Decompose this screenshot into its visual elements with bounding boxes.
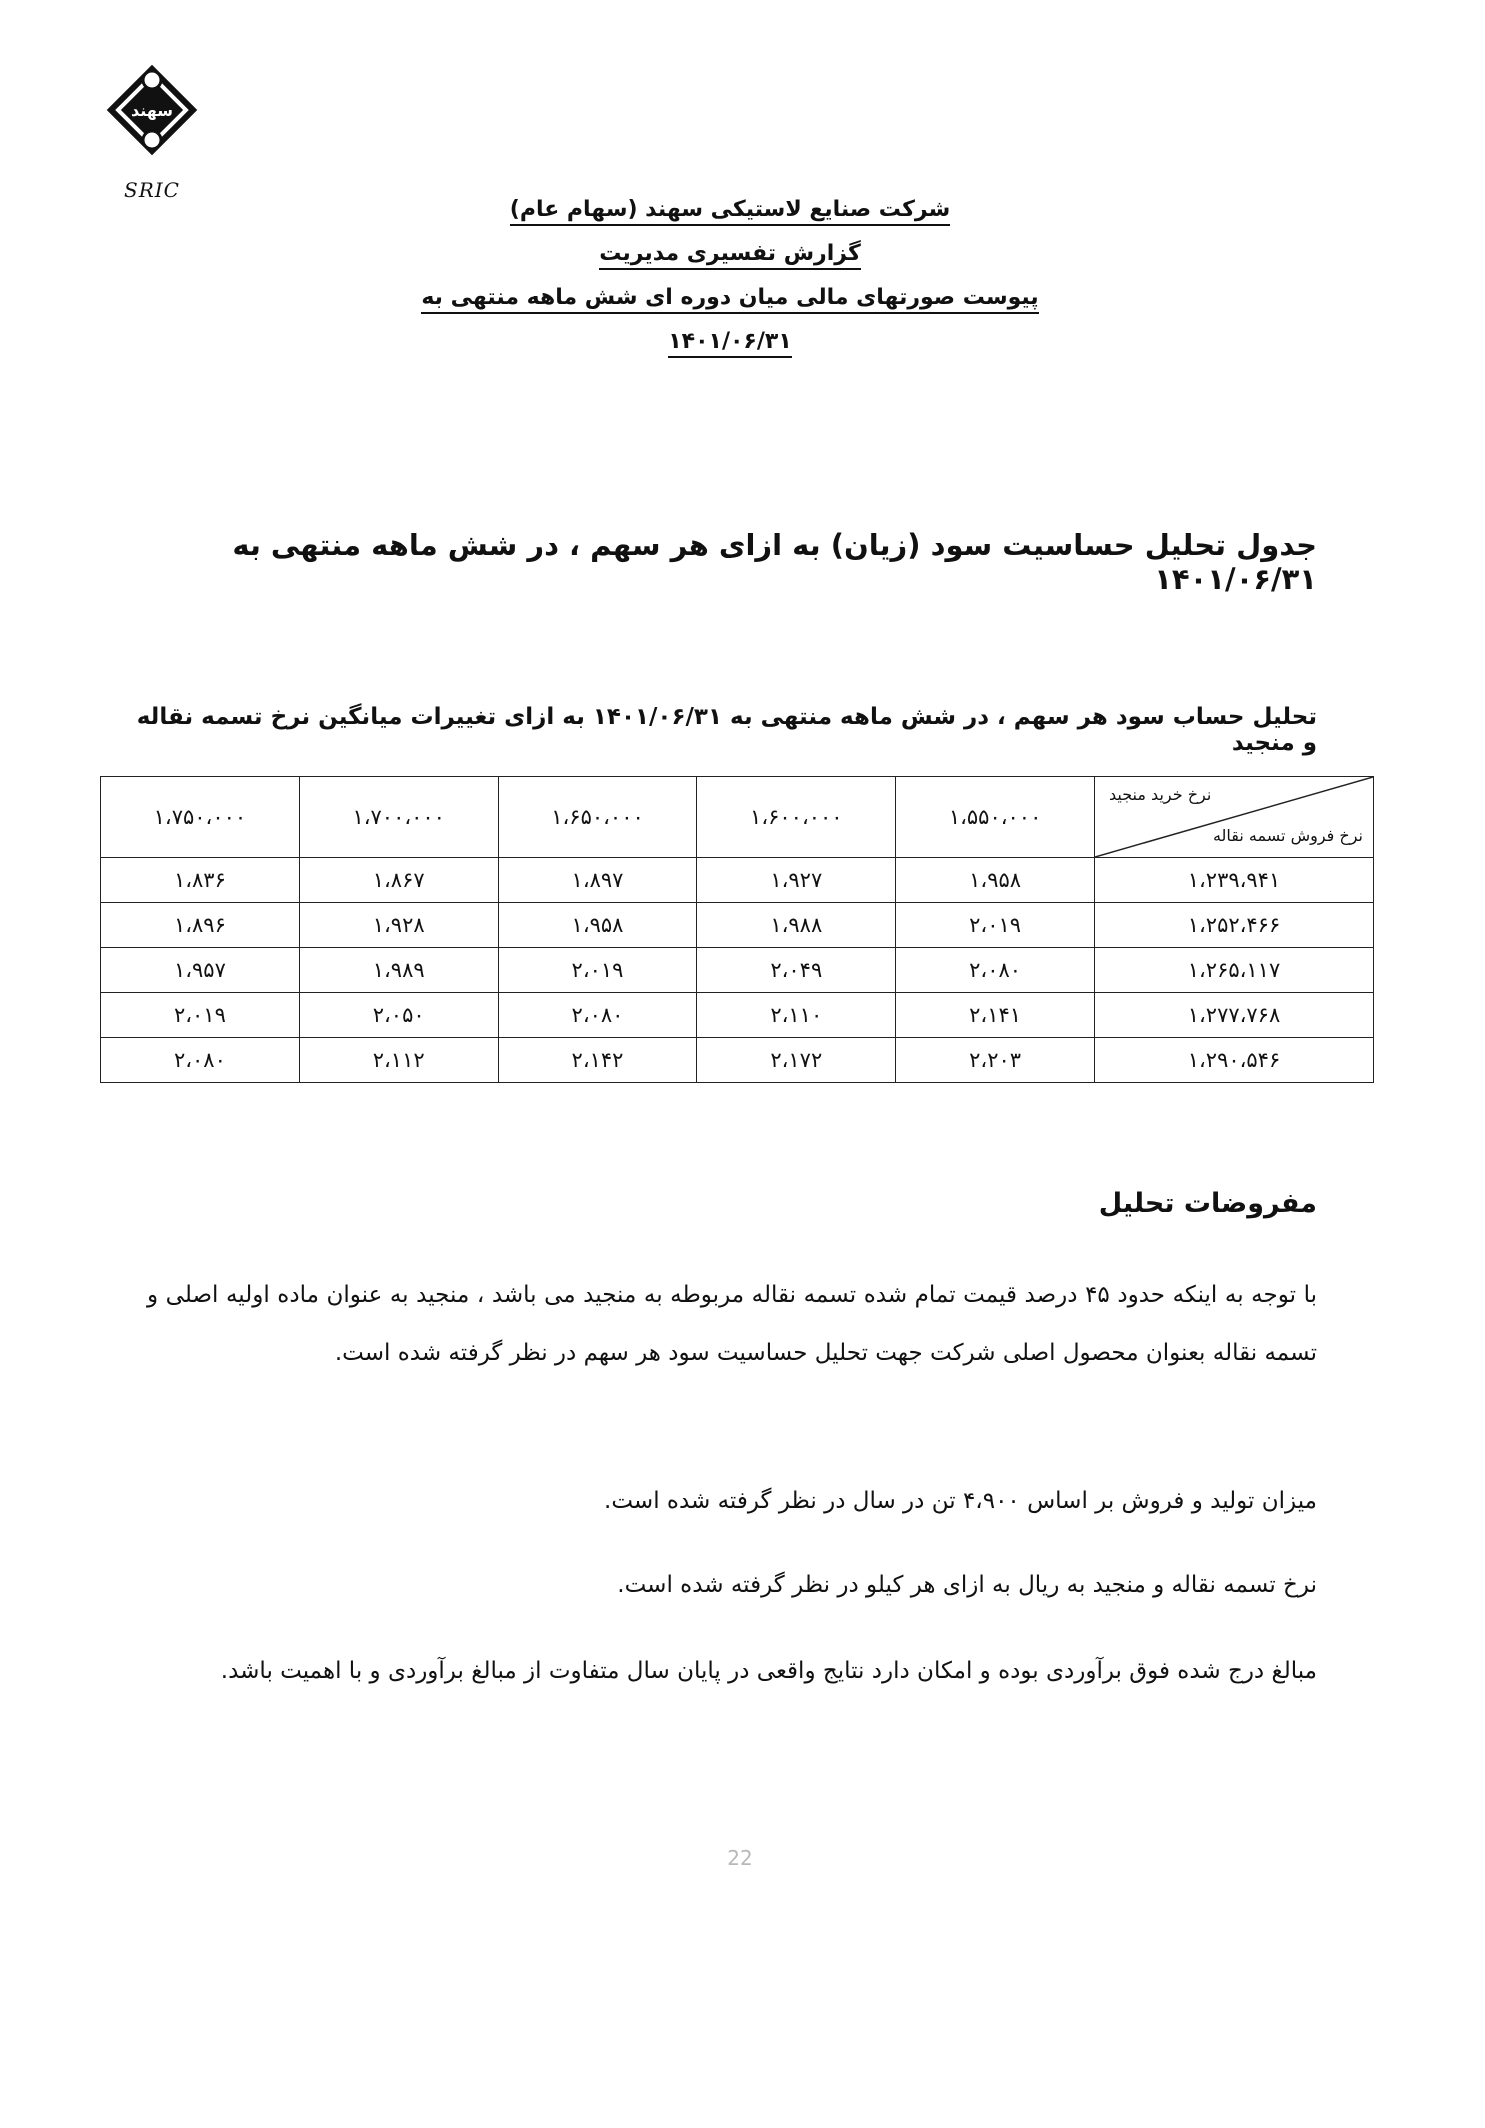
table-cell: ۲،۱۷۲ [697, 1038, 896, 1083]
table-cell: ۱،۹۸۸ [697, 903, 896, 948]
table-cell: ۱،۹۲۷ [697, 858, 896, 903]
column-header: ۱،۷۵۰،۰۰۰ [101, 777, 300, 858]
row-label: ۱،۲۷۷،۷۶۸ [1095, 993, 1374, 1038]
table-cell: ۱،۹۵۸ [896, 858, 1095, 903]
svg-text:سهند: سهند [130, 101, 174, 120]
table-cell: ۲،۰۱۹ [498, 948, 697, 993]
table-cell: ۲،۰۵۰ [299, 993, 498, 1038]
table-row [101, 1038, 1374, 1083]
table-cell: ۱،۸۹۷ [498, 858, 697, 903]
table-cell: ۱،۹۵۷ [101, 948, 300, 993]
column-header: ۱،۶۰۰،۰۰۰ [697, 777, 896, 858]
table-title: تحلیل حساب سود هر سهم ، در شش ماهه منتهی به ۱۴۰۱/۰۶/۳۱ به ازای تغییرات میانگین نرخ تسمه نقاله و منجید [136, 704, 1317, 756]
assumption-paragraph: با توجه به اینکه حدود ۴۵ درصد قیمت تمام شده تسمه نقاله مربوطه به منجید می باشد ، منجید به عنوان ماده اولیه اصلی و تسمه نقاله بعنوان محصول اصلی شرکت جهت تحلیل حساسیت سود هر سهم در نظر گرفته شده است. [147, 1282, 1317, 1366]
company-name: شرکت صنایع لاستیکی سهند (سهام عام) [510, 197, 950, 226]
table-row [101, 903, 1374, 948]
assumption-paragraph: نرخ تسمه نقاله و منجید به ریال به ازای هر کیلو در نظر گرفته شده است. [617, 1572, 1317, 1598]
corner-label-sale: نرخ فروش تسمه نقاله [1212, 826, 1363, 845]
column-header: ۱،۵۵۰،۰۰۰ [896, 777, 1095, 858]
logo-caption: SRIC [124, 178, 180, 202]
report-header [380, 188, 1080, 364]
table-cell: ۲،۱۱۰ [697, 993, 896, 1038]
company-logo [92, 60, 212, 210]
table-cell: ۱،۸۶۷ [299, 858, 498, 903]
table-row [101, 993, 1374, 1038]
row-label: ۱،۲۶۵،۱۱۷ [1095, 948, 1374, 993]
table-cell: ۲،۰۴۹ [697, 948, 896, 993]
table-cell: ۱،۸۳۶ [101, 858, 300, 903]
page-number: 22 [727, 1846, 753, 1870]
table-cell: ۲،۱۴۲ [498, 1038, 697, 1083]
table-cell: ۱،۹۲۸ [299, 903, 498, 948]
table-cell: ۲،۰۸۰ [101, 1038, 300, 1083]
row-label: ۱،۲۹۰،۵۴۶ [1095, 1038, 1374, 1083]
assumption-paragraph: مبالغ درج شده فوق برآوردی بوده و امکان دارد نتایج واقعی در پایان سال متفاوت از مبالغ برآوردی و با اهمیت باشد. [220, 1658, 1317, 1684]
table-cell: ۲،۱۱۲ [299, 1038, 498, 1083]
table-cell: ۱،۹۵۸ [498, 903, 697, 948]
corner-label-purchase: نرخ خرید منجید [1109, 785, 1212, 804]
table-row [101, 858, 1374, 903]
table-cell: ۲،۰۸۰ [498, 993, 697, 1038]
table-cell: ۲،۱۴۱ [896, 993, 1095, 1038]
table-cell: ۱،۸۹۶ [101, 903, 300, 948]
assumptions-title: مفروضات تحلیل [1098, 1188, 1317, 1219]
table-cell: ۲،۰۱۹ [896, 903, 1095, 948]
table-header-row [101, 777, 1374, 858]
page-title: جدول تحلیل حساسیت سود (زیان) به ازای هر سهم ، در شش ماهه منتهی به ۱۴۰۱/۰۶/۳۱ [232, 528, 1317, 596]
sahand-logo-icon [102, 60, 202, 160]
table-corner-cell [1095, 777, 1374, 858]
row-label: ۱،۲۳۹،۹۴۱ [1095, 858, 1374, 903]
report-name: گزارش تفسیری مدیریت [599, 241, 861, 270]
table-cell: ۱،۹۸۹ [299, 948, 498, 993]
table-cell: ۲،۰۱۹ [101, 993, 300, 1038]
column-header: ۱،۷۰۰،۰۰۰ [299, 777, 498, 858]
table-cell: ۲،۲۰۳ [896, 1038, 1095, 1083]
assumption-paragraph: میزان تولید و فروش بر اساس ۴،۹۰۰ تن در سال در نظر گرفته شده است. [604, 1488, 1317, 1514]
row-label: ۱،۲۵۲،۴۶۶ [1095, 903, 1374, 948]
sensitivity-table [100, 776, 1374, 1083]
table-row [101, 948, 1374, 993]
column-header: ۱،۶۵۰،۰۰۰ [498, 777, 697, 858]
table-cell: ۲،۰۸۰ [896, 948, 1095, 993]
report-subtitle: پیوست صورتهای مالی میان دوره ای شش ماهه منتهی به ۱۴۰۱/۰۶/۳۱ [421, 285, 1038, 358]
